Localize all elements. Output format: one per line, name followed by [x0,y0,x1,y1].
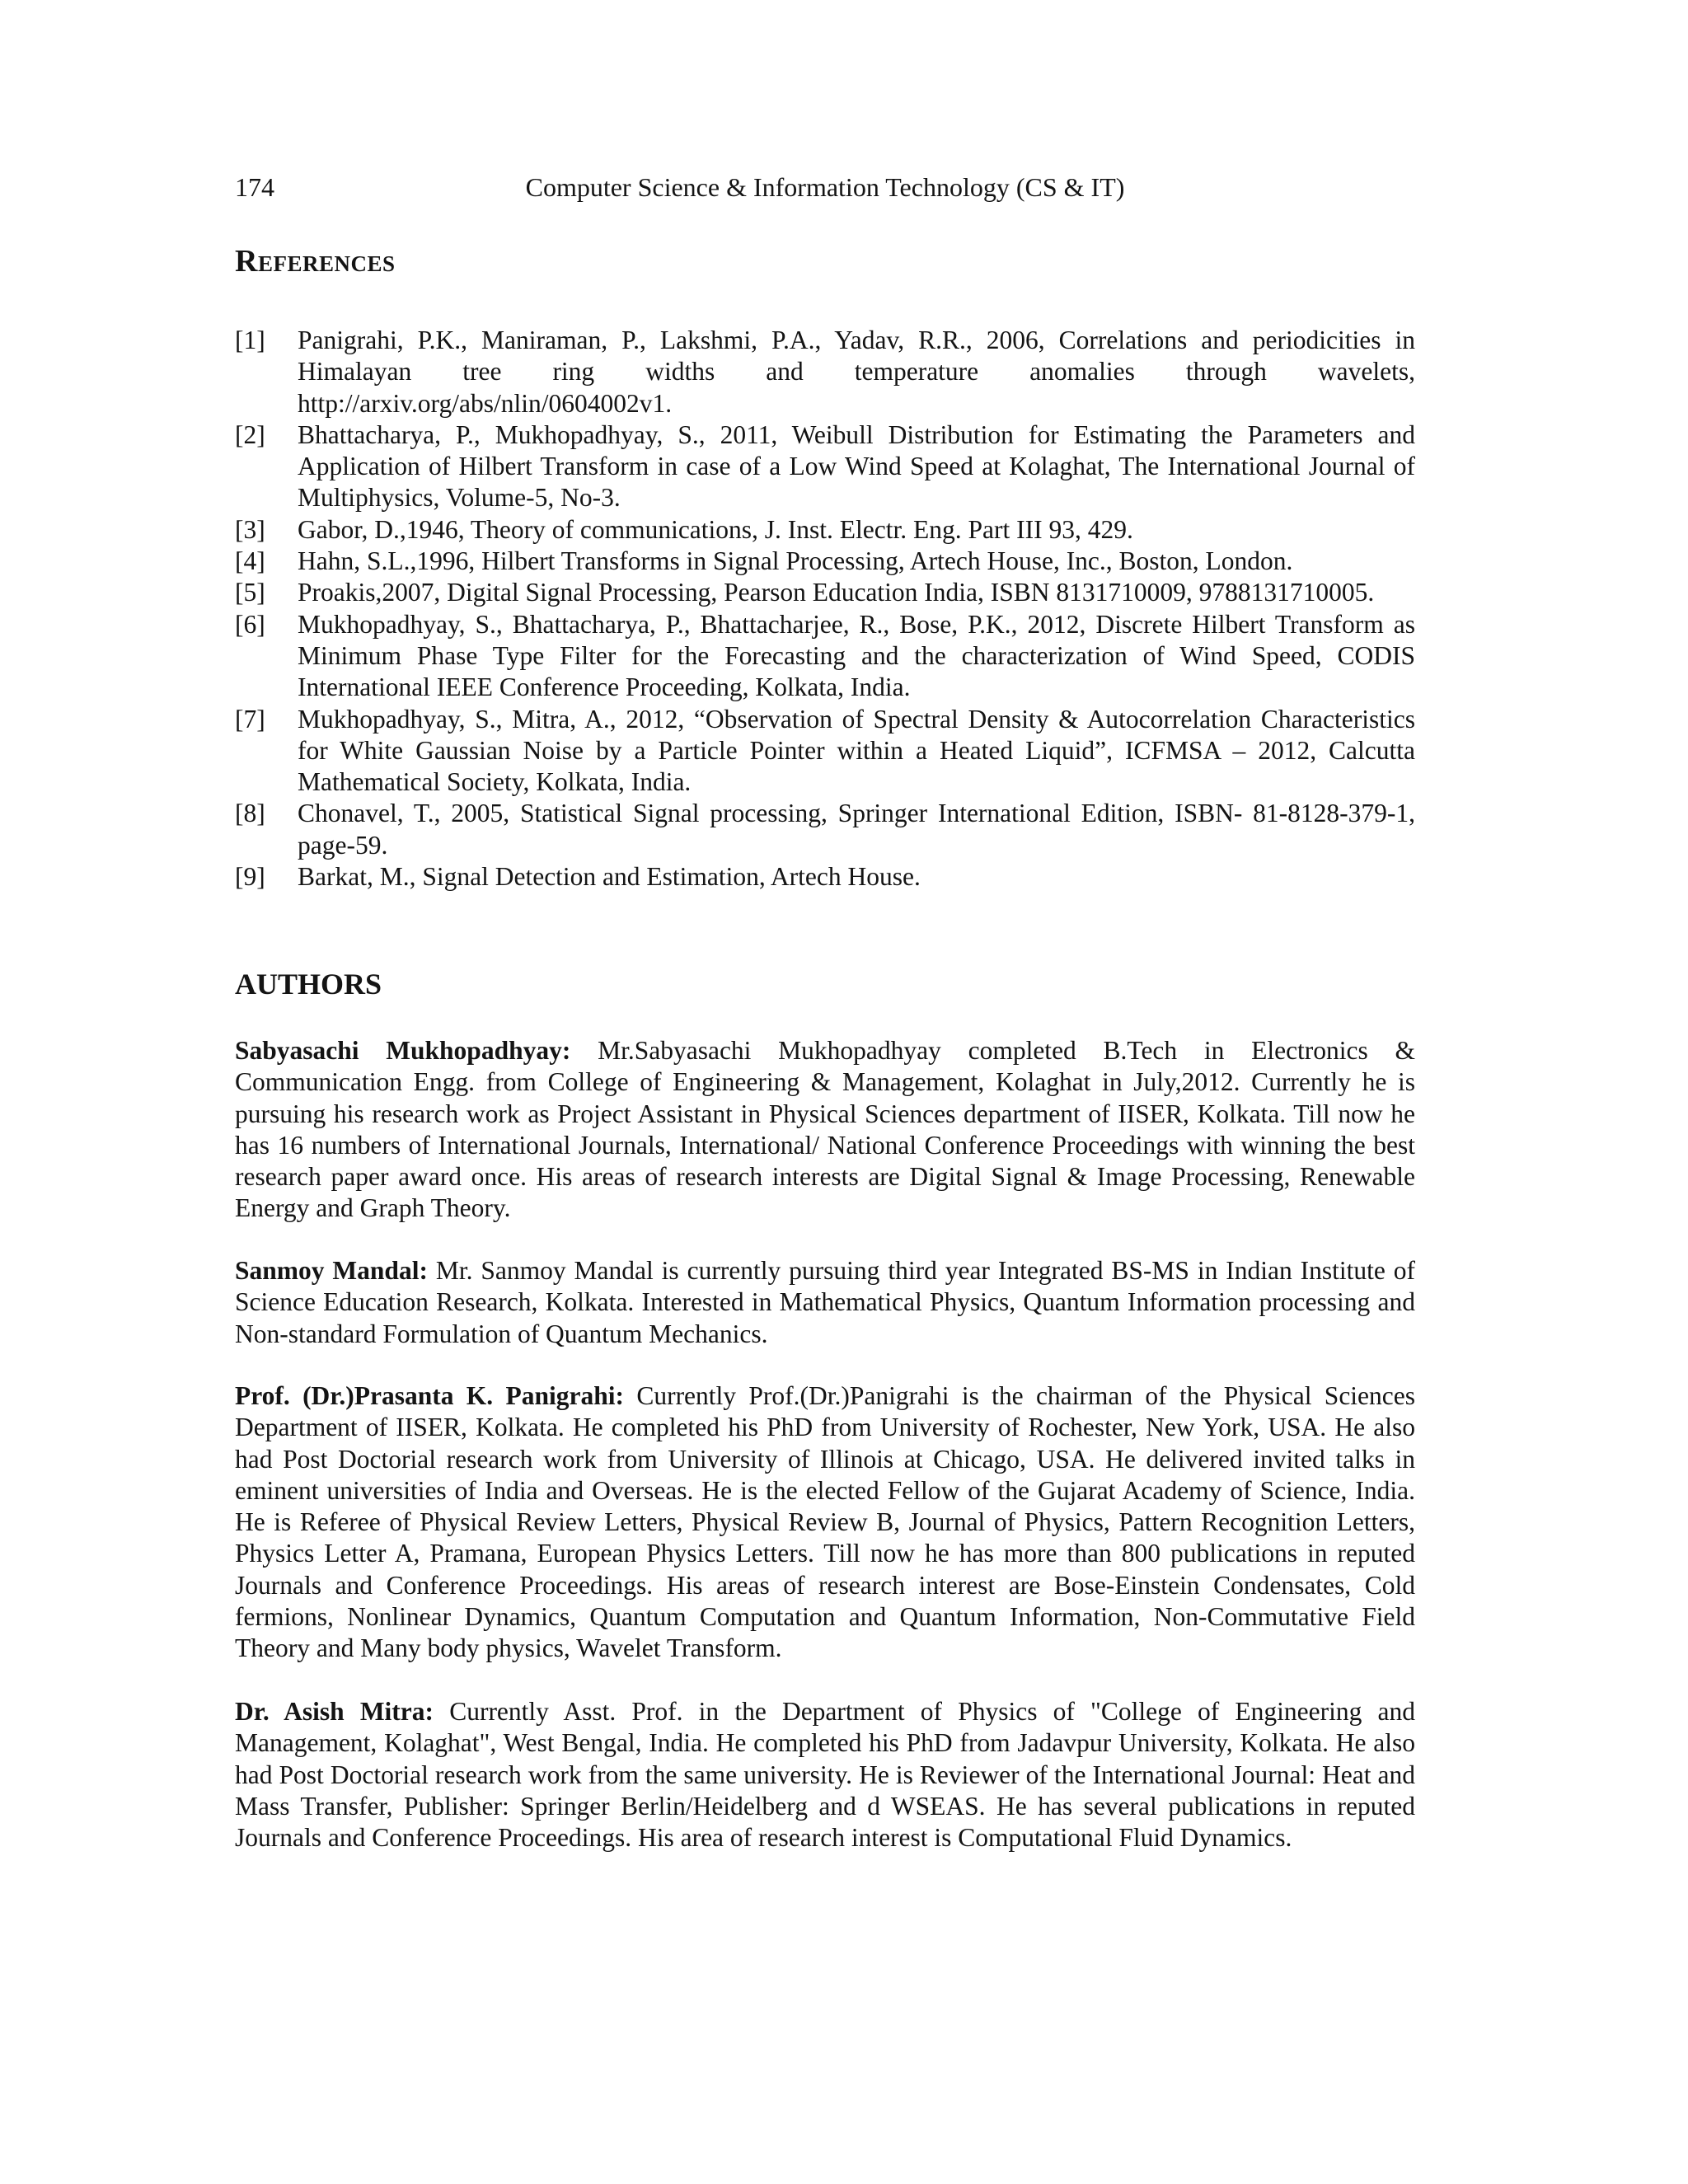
reference-text: Gabor, D.,1946, Theory of communications, J. Inst. Electr. Eng. Part III 93, 429. [298,514,1133,544]
reference-number: [1] [235,326,265,354]
reference-number: [7] [235,704,265,733]
author-bio-text: Mr. Sanmoy Mandal is currently pursuing third year Integrated BS-MS in Indian Institute of Science Education Research, Kolkata. Interested in Mathematical Physics, Quantum Information processing and Non-standard Formulation of Quantum Mechanics. [235,1256,1416,1348]
reference-item [235,419,1415,514]
reference-item [235,325,1415,419]
author-bio-text: Mr.Sabyasachi Mukhopadhyay completed B.Tech in Electronics & Communication Engg. from College of Engineering & Management, Kolaghat in July,2012. Currently he is pursuing his research work as Project Assistant in Physical Sciences department of IISER, Kolkata. Till now he has 16 numbers of International Journals, International/ National Conference Proceedings with winning the best research paper award once. His areas of research interests are Digital Signal & Image Processing, Renewable Energy and Graph Theory. [235,1036,1416,1223]
reference-item [235,861,1415,893]
reference-text: Barkat, M., Signal Detection and Estimation, Artech House. [298,862,921,892]
author-bio [235,1696,1415,1854]
reference-text: Bhattacharya, P., Mukhopadhyay, S., 2011, Weibull Distribution for Estimating the Parameters and Application of Hilbert Transform in case of a Low Wind Speed at Kolaghat, The International Journal of Multiphysics, Volume-5, No-3. [298,419,1415,513]
reference-number: [9] [235,862,265,892]
authors-heading: AUTHORS [235,968,382,1001]
page-number: 174 [235,172,274,202]
reference-text: Mukhopadhyay, S., Bhattacharya, P., Bhattacharjee, R., Bose, P.K., 2012, Discrete Hilbert Transform as Minimum Phase Type Filter for the Forecasting and the characterization of Wind Speed, CODIS International IEEE Conference Proceeding, Kolkata, India. [298,609,1415,702]
reference-item [235,577,1415,608]
reference-number: [5] [235,578,265,607]
author-bio-text: Currently Asst. Prof. in the Department of Physics of "College of Engineering and Management, Kolaghat", West Bengal, India. He completed his PhD from Jadavpur University, Kolkata. He also had Post Doctorial research work from the same university. He is Reviewer of the International Journal: Heat and Mass Transfer, Publisher: Springer Berlin/Heidelberg and d WSEAS. He has several publications in reputed Journals and Conference Proceedings. His area of research interest is Computational Fluid Dynamics. [235,1697,1415,1853]
reference-item [235,704,1415,799]
references-heading: References [235,244,396,279]
reference-number: [6] [235,609,265,639]
reference-item [235,546,1415,577]
reference-list [235,325,1415,893]
author-bio [235,1255,1415,1350]
reference-item [235,609,1415,704]
author-name: Dr. Asish Mitra: [235,1697,434,1726]
reference-number: [3] [235,514,265,544]
reference-text: Chonavel, T., 2005, Statistical Signal processing, Springer International Edition, ISBN- 81-8128-379-1, page-59. [298,799,1415,860]
author-name: Sabyasachi Mukhopadhyay: [235,1036,571,1065]
author-bio-text: Currently Prof.(Dr.)Panigrahi is the chairman of the Physical Sciences Department of IISER, Kolkata. He completed his PhD from University of Rochester, New York, USA. He also had Post Doctorial research work from University of Illinois at Chicago, USA. He delivered invited talks in eminent universities of India and Overseas. He is the elected Fellow of the Gujarat Academy of Science, India. He is Referee of Physical Review Letters, Physical Review B, Journal of Physics, Pattern Recognition Letters, Physics Letter A, Pramana, European Physics Letters. Till now he has more than 800 publications in reputed Journals and Conference Proceedings. His areas of research interest are Bose-Einstein Condensates, Cold fermions, Nonlinear Dynamics, Quantum Computation and Quantum Information, Non-Commutative Field Theory and Many body physics, Wavelet Transform. [235,1381,1416,1663]
running-header [235,169,1415,205]
reference-number: [8] [235,799,265,828]
reference-number: [2] [235,419,265,449]
author-name: Prof. (Dr.)Prasanta K. Panigrahi: [235,1381,624,1410]
journal-title: Computer Science & Information Technology (CS & IT) [525,172,1125,202]
author-name: Sanmoy Mandal: [235,1256,428,1285]
reference-item [235,514,1415,546]
reference-item [235,798,1415,861]
author-bio [235,1380,1415,1665]
reference-text: Proakis,2007, Digital Signal Processing, Pearson Education India, ISBN 8131710009, 9788131710005. [298,578,1375,607]
author-bio [235,1035,1415,1225]
reference-number: [4] [235,546,265,576]
reference-text: Hahn, S.L.,1996, Hilbert Transforms in Signal Processing, Artech House, Inc., Boston, London. [298,546,1293,576]
reference-text: Mukhopadhyay, S., Mitra, A., 2012, “Observation of Spectral Density & Autocorrelation Characteristics for White Gaussian Noise by a Particle Pointer within a Heated Liquid”, ICFMSA – 2012, Calcutta Mathematical Society, Kolkata, India. [298,704,1415,797]
reference-text: Panigrahi, P.K., Maniraman, P., Lakshmi, P.A., Yadav, R.R., 2006, Correlations and periodicities in Himalayan tree ring widths and temperature anomalies through wavelets, http://arxiv.org/abs/nlin/0604002v1. [298,326,1415,418]
